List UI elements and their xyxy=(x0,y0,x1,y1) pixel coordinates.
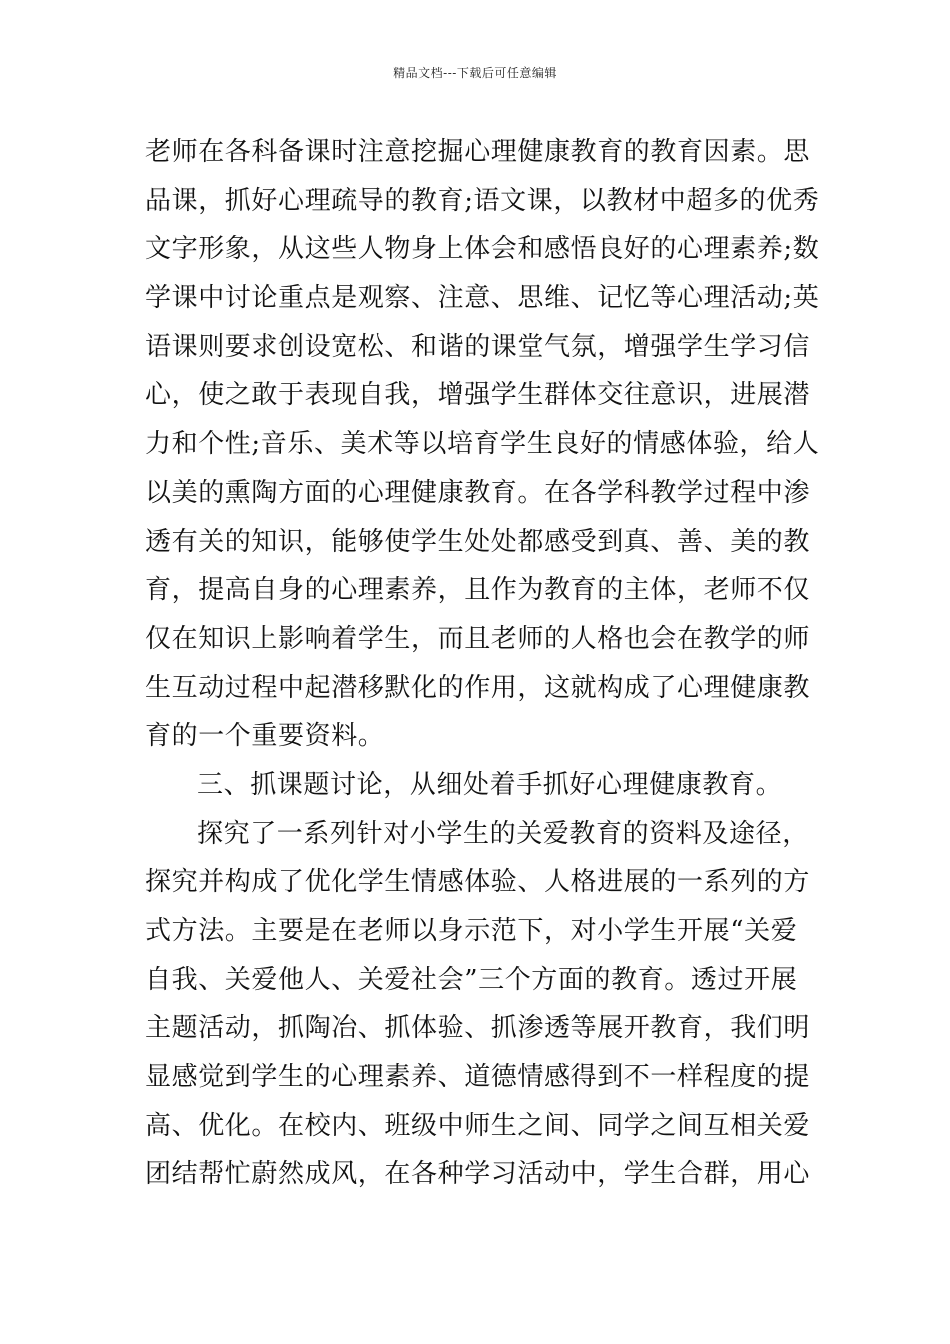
text-line: 品课，抓好心理疏导的教育;语文课，以教材中超多的优秀 xyxy=(145,185,820,216)
text-line: 自我、关爱他人、关爱社会”三个方面的教育。透过开展 xyxy=(145,964,798,995)
text-line: 高、优化。在校内、班级中师生之间、同学之间互相关爱 xyxy=(145,1110,811,1141)
text-line: 语课则要求创设宽松、和谐的课堂气氛，增强学生学习信 xyxy=(145,331,811,362)
body-text xyxy=(145,128,820,1199)
text-line: 力和个性;音乐、美术等以培育学生良好的情感体验，给人 xyxy=(145,429,820,460)
page-header: 精品文档---下载后可任意编辑 xyxy=(393,66,557,80)
text-line: 主题活动，抓陶冶、抓体验、抓渗透等展开教育，我们明 xyxy=(145,1013,811,1044)
paragraph-first-line: 探究了一系列针对小学生的关爱教育的资料及途径， xyxy=(197,818,809,849)
text-line: 团结帮忙蔚然成风，在各种学习活动中，学生合群，用心 xyxy=(145,1159,811,1190)
text-line: 显感觉到学生的心理素养、道德情感得到不一样程度的提 xyxy=(145,1062,811,1093)
text-line: 探究并构成了优化学生情感体验、人格进展的一系列的方 xyxy=(145,867,811,898)
text-line: 式方法。主要是在老师以身示范下，对小学生开展“关爱 xyxy=(145,916,798,946)
text-line: 学课中讨论重点是观察、注意、思维、记忆等心理活动;英 xyxy=(145,283,820,314)
text-line: 老师在各科备课时注意挖掘心理健康教育的教育因素。思 xyxy=(145,137,811,167)
text-line: 育，提高自身的心理素养，且作为教育的主体，老师不仅 xyxy=(145,575,811,606)
section-heading: 三、抓课题讨论，从细处着手抓好心理健康教育。 xyxy=(197,769,783,800)
text-line: 心，使之敢于表现自我，增强学生群体交往意识，进展潜 xyxy=(145,380,811,411)
text-line: 仅在知识上影响着学生，而且老师的人格也会在教学的师 xyxy=(145,623,811,654)
text-line: 透有关的知识，能够使学生处处都感受到真、善、美的教 xyxy=(145,526,811,557)
text-line: 生互动过程中起潜移默化的作用，这就构成了心理健康教 xyxy=(145,672,811,703)
text-line: 以美的熏陶方面的心理健康教育。在各学科教学过程中渗 xyxy=(145,477,811,508)
text-line: 文字形象，从这些人物身上体会和感悟良好的心理素养;数 xyxy=(145,234,820,265)
text-line: 育的一个重要资料。 xyxy=(145,721,385,752)
